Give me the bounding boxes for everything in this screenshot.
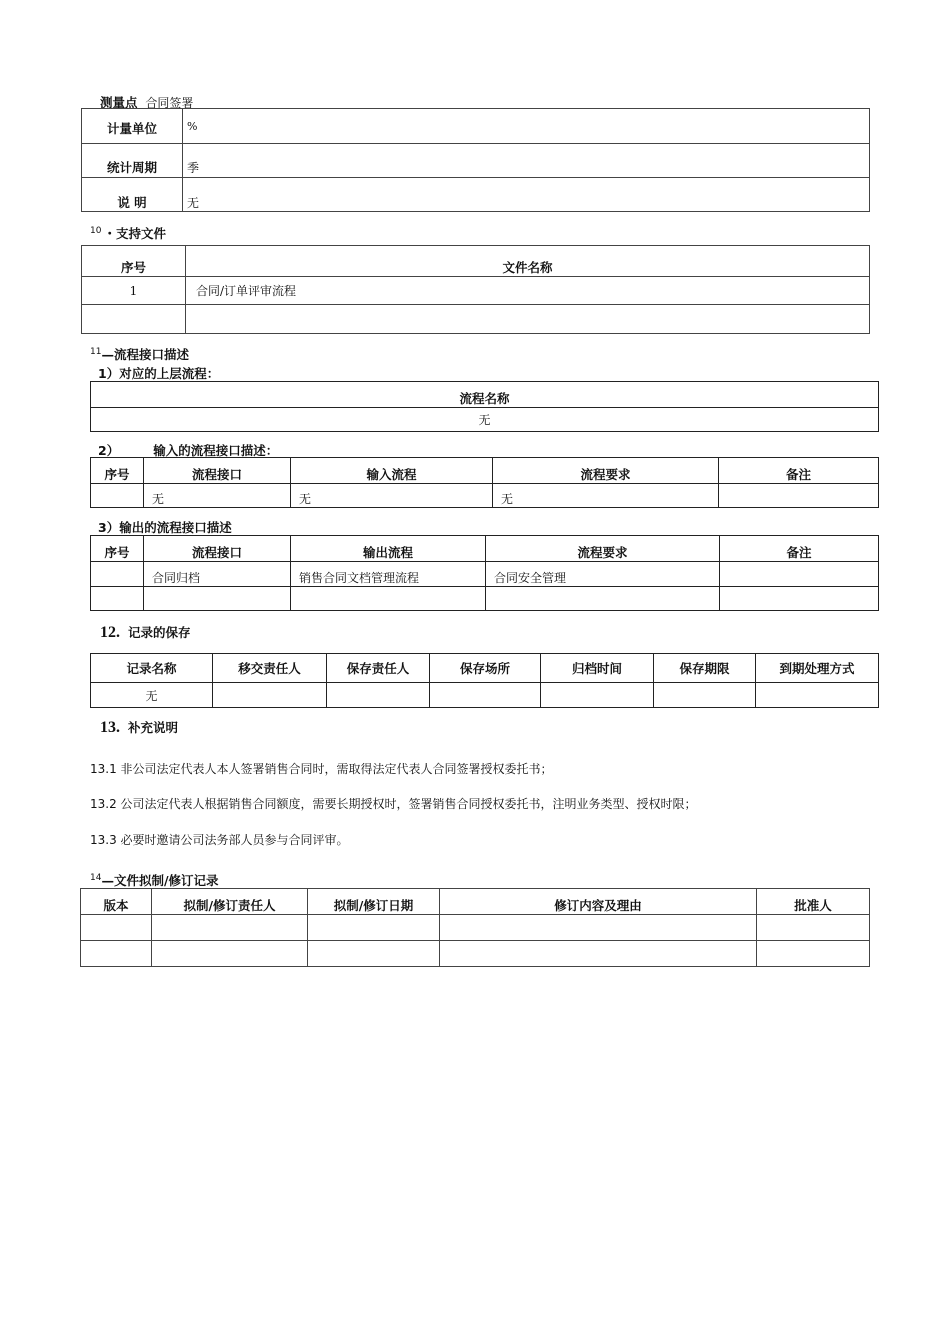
measure-point-value: 合同签署 — [145, 96, 194, 110]
section-title: —文件拟制/修订记录 — [101, 873, 219, 888]
note-text: 必要时邀请公司法务部人员参与合同评审。 — [120, 833, 349, 847]
table-cell — [91, 587, 144, 611]
measure-unit-value: % — [183, 109, 870, 144]
table-cell — [757, 915, 870, 941]
section-title: —流程接口描述 — [101, 347, 189, 362]
table-row — [81, 941, 870, 967]
note-item — [90, 831, 349, 848]
column-header: 拟制/修订责任人 — [152, 889, 308, 915]
upper-process-subtitle: 1）对应的上层流程： — [98, 366, 220, 381]
table-row — [82, 178, 870, 212]
table-header-row — [91, 458, 879, 484]
table-cell — [152, 915, 308, 941]
column-header: 批准人 — [757, 889, 870, 915]
table-cell: 无 — [144, 484, 291, 508]
table-cell — [308, 915, 440, 941]
measure-note-label: 说 明 — [82, 178, 183, 212]
table-row — [91, 484, 879, 508]
measure-period-value: 季 — [183, 144, 870, 178]
table-cell: 无 — [91, 408, 879, 432]
column-header: 序号 — [91, 458, 144, 484]
section-number: 14 — [90, 873, 102, 883]
output-interface-table — [90, 535, 879, 611]
subtitle-number: 2） — [98, 443, 120, 458]
column-header: 版本 — [81, 889, 152, 915]
upper-process-table — [90, 381, 879, 432]
table-cell — [186, 305, 870, 334]
table-row — [91, 562, 879, 587]
table-cell — [757, 941, 870, 967]
note-text: 公司法定代表人根据销售合同额度，需要长期授权时，签署销售合同授权委托书，注明业务类型、授权时限； — [120, 797, 697, 811]
column-header: 归档时间 — [541, 654, 654, 683]
table-cell — [720, 562, 879, 587]
support-files-table — [81, 245, 870, 334]
table-cell: 无 — [493, 484, 719, 508]
table-cell: 合同归档 — [144, 562, 291, 587]
note-number: 13.3 — [90, 833, 117, 847]
table-cell — [213, 683, 327, 708]
column-header: 拟制/修订日期 — [308, 889, 440, 915]
table-row — [91, 408, 879, 432]
column-header: 到期处理方式 — [756, 654, 879, 683]
table-cell — [81, 941, 152, 967]
table-cell: 无 — [291, 484, 493, 508]
column-header: 备注 — [719, 458, 879, 484]
column-header: 保存期限 — [654, 654, 756, 683]
section-number: 11 — [90, 347, 102, 357]
table-cell: 无 — [91, 683, 213, 708]
column-header: 备注 — [720, 536, 879, 562]
column-header: 流程接口 — [144, 458, 291, 484]
table-row — [82, 305, 870, 334]
table-cell: 1 — [82, 277, 186, 305]
table-row — [82, 144, 870, 178]
table-cell: 合同/订单评审流程 — [186, 277, 870, 305]
column-header: 修订内容及理由 — [440, 889, 757, 915]
column-header: 记录名称 — [91, 654, 213, 683]
table-cell — [541, 683, 654, 708]
table-cell — [291, 587, 486, 611]
note-item — [90, 795, 697, 812]
note-item — [90, 760, 553, 777]
section-13-heading — [100, 718, 178, 737]
table-cell — [327, 683, 430, 708]
measure-point-label: 测量点 — [100, 95, 138, 110]
table-cell — [654, 683, 756, 708]
output-interface-subtitle: 3）输出的流程接口描述 — [98, 520, 232, 535]
table-header-row — [91, 654, 879, 683]
table-header-row — [82, 246, 870, 277]
table-cell: 销售合同文档管理流程 — [291, 562, 486, 587]
table-header-row — [91, 382, 879, 408]
table-cell — [81, 915, 152, 941]
section-title: 补充说明 — [128, 720, 179, 735]
table-row — [82, 277, 870, 305]
table-cell — [440, 941, 757, 967]
table-cell — [91, 484, 144, 508]
section-10-heading — [90, 224, 166, 242]
column-header: 流程要求 — [493, 458, 719, 484]
revision-table — [80, 888, 870, 967]
measure-unit-label: 计量单位 — [82, 109, 183, 144]
table-row — [91, 683, 879, 708]
section-title: ・支持文件 — [103, 226, 166, 241]
table-cell — [430, 683, 541, 708]
section-14-heading — [90, 871, 219, 889]
note-number: 13.2 — [90, 797, 117, 811]
measure-note-value: 无 — [183, 178, 870, 212]
table-cell — [756, 683, 879, 708]
table-cell — [719, 484, 879, 508]
column-header: 序号 — [82, 246, 186, 277]
records-table — [90, 653, 879, 708]
table-row — [81, 915, 870, 941]
measure-table — [81, 108, 870, 212]
table-cell — [440, 915, 757, 941]
table-cell: 合同安全管理 — [486, 562, 720, 587]
table-cell — [82, 305, 186, 334]
column-header: 流程要求 — [486, 536, 720, 562]
column-header: 移交责任人 — [213, 654, 327, 683]
table-cell — [720, 587, 879, 611]
table-row — [91, 587, 879, 611]
section-number: 12. — [100, 624, 120, 641]
measure-period-label: 统计周期 — [82, 144, 183, 178]
input-interface-table — [90, 457, 879, 508]
table-cell — [308, 941, 440, 967]
column-header: 流程接口 — [144, 536, 291, 562]
column-header: 输出流程 — [291, 536, 486, 562]
note-text: 非公司法定代表人本人签署销售合同时，需取得法定代表人合同签署授权委托书； — [120, 762, 553, 776]
column-header: 流程名称 — [91, 382, 879, 408]
table-cell — [152, 941, 308, 967]
column-header: 保存责任人 — [327, 654, 430, 683]
subtitle-text: 输入的流程接口描述： — [153, 443, 279, 458]
table-header-row — [91, 536, 879, 562]
column-header: 保存场所 — [430, 654, 541, 683]
section-12-heading — [100, 623, 191, 642]
table-cell — [91, 562, 144, 587]
table-header-row — [81, 889, 870, 915]
column-header: 输入流程 — [291, 458, 493, 484]
column-header: 序号 — [91, 536, 144, 562]
note-number: 13.1 — [90, 762, 117, 776]
column-header: 文件名称 — [186, 246, 870, 277]
section-11-heading — [90, 345, 189, 363]
section-number: 13. — [100, 719, 120, 736]
section-number: 10 — [90, 226, 102, 236]
table-row — [82, 109, 870, 144]
section-title: 记录的保存 — [128, 625, 191, 640]
table-cell — [144, 587, 291, 611]
table-cell — [486, 587, 720, 611]
